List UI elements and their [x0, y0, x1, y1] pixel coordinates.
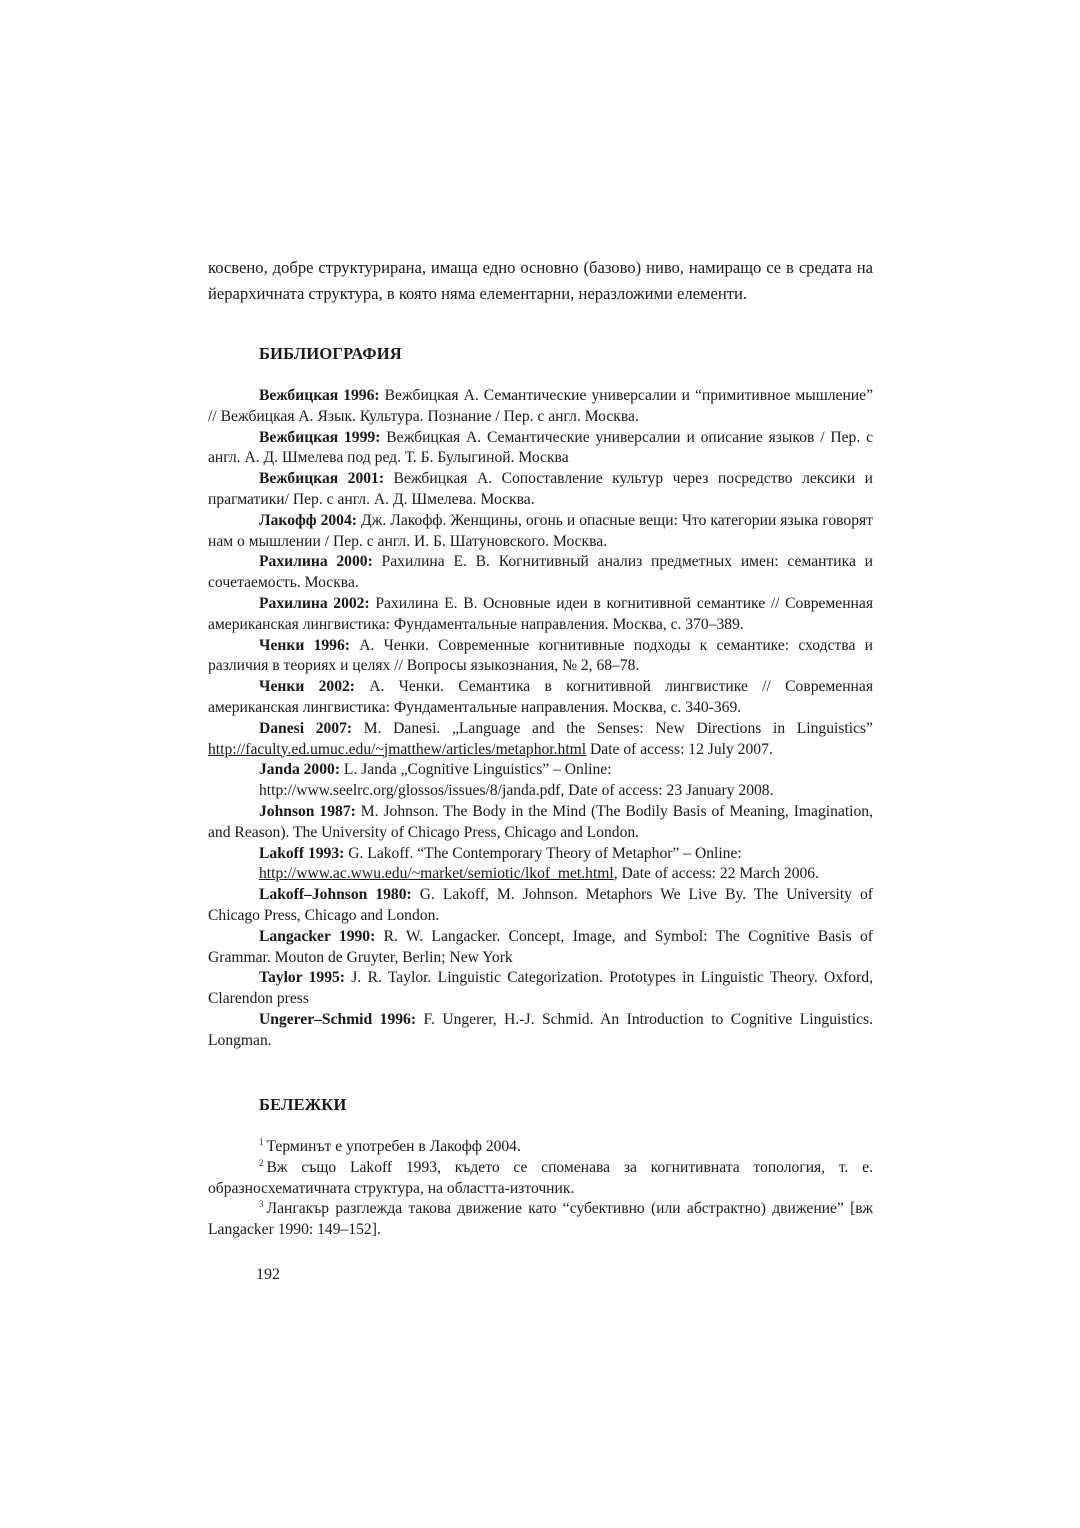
footnote-text: Терминът е употребен в Лакофф 2004.: [266, 1138, 521, 1155]
bib-key: Вежбицкая 2001:: [259, 470, 385, 488]
bib-key: Ченки 1996:: [259, 636, 350, 654]
footnote-number: 2: [259, 1157, 264, 1168]
bib-text: J. R. Taylor. Linguistic Categorization. Prototypes in Linguistic Theory. Oxford, Clarendon press: [208, 969, 873, 1008]
notes-list: [208, 1137, 873, 1241]
footnote-number: 3: [259, 1199, 264, 1210]
bib-text: L. Janda „Cognitive Linguistics” – Online:: [340, 761, 612, 779]
bibliography-heading: БИБЛИОГРАФИЯ: [259, 344, 402, 363]
bib-entry: [208, 511, 873, 553]
intro-paragraph: косвено, добре структурирана, имаща едно основно (базово) ниво, намиращо се в средата на йерархичната структура, в която няма елементарни, неразложими елементи.: [208, 258, 873, 303]
bib-text: G. Lakoff. “The Contemporary Theory of Metaphor” – Online:: [344, 844, 742, 862]
bib-key: Рахилина 2002:: [259, 594, 370, 612]
bib-key: Langacker 1990:: [259, 927, 376, 945]
bib-entry: [208, 428, 873, 470]
bib-key: Johnson 1987:: [259, 802, 356, 820]
bib-key: Вежбицкая 1999:: [259, 428, 381, 446]
bib-text: R. W. Langacker. Concept, Image, and Symbol: The Cognitive Basis of Grammar. Mouton de Gruyter, Berlin; New York: [208, 927, 874, 966]
bib-entry: [208, 469, 873, 511]
bib-key: Taylor 1995:: [259, 969, 346, 987]
bib-entry: [208, 1010, 873, 1052]
footnote: [208, 1137, 873, 1158]
bib-link[interactable]: http://www.ac.wwu.edu/~market/semiotic/lkof_met.html: [259, 865, 614, 883]
bibliography-list: [208, 386, 873, 1052]
bib-key: Лакофф 2004:: [259, 511, 357, 529]
page-number: 192: [256, 1266, 280, 1283]
bib-key: Janda 2000:: [259, 761, 341, 779]
bib-text: Вежбицкая А. Сопоставление культур через посредство лексики и прагматики/ Пер. с англ. А. Д. Шмелева. Москва.: [208, 470, 873, 508]
bib-text: А. Ченки. Современные когнитивные подходы к семантике: сходства и различия в теориях и целях // Вопросы языкознания, № 2, 68–78.: [208, 636, 873, 675]
footnote-text: Лангакър разглежда такова движение като “субективно (или абстрактно) движение” [вж Langacker 1990: 149–152].: [208, 1200, 873, 1239]
bib-entry: [208, 552, 873, 594]
bib-text: M. Danesi. „Language and the Senses: New Directions in Linguistics”: [352, 719, 873, 737]
bib-text-after: Date of access: 12 July 2007.: [586, 740, 773, 758]
bib-entry: [208, 386, 873, 428]
bib-key: Рахилина 2000:: [259, 553, 373, 571]
bib-text: Вежбицкая А. Семантические универсалии и “примитивное мышление” // Вежбицкая А. Язык. Культура. Познание / Пер. с англ. Москва.: [208, 387, 873, 425]
bib-key: Lakoff 1993:: [259, 844, 345, 862]
bib-entry: [208, 677, 873, 719]
footnote-text: Вж също Lakoff 1993, където се споменава за когнитивната топология, т. е. образносхематичната структура, на областта-източник.: [208, 1158, 873, 1197]
bib-entry: [208, 719, 873, 761]
bib-entry: [208, 760, 873, 802]
bib-url-line: http://www.seelrc.org/glossos/issues/8/janda.pdf, Date of access: 23 January 2008.: [259, 782, 774, 800]
bib-entry: [208, 594, 873, 636]
bib-text: G. Lakoff, M. Johnson. Metaphors We Live By. The University of Chicago Press, Chicago and London.: [208, 886, 873, 924]
bib-entry: [208, 927, 873, 969]
bib-key: Ченки 2002:: [259, 678, 355, 696]
bib-text: Дж. Лакофф. Женщины, огонь и опасные вещи: Что категории языка говорят нам о мышлении / Пер. с англ. И. Б. Шатуновского. Москва.: [208, 511, 873, 550]
footnote: [208, 1158, 873, 1200]
bib-text: А. Ченки. Семантика в когнитивной лингвистике // Современная американская лингвистика: Фундаментальные направления. Москва, с. 340-369.: [208, 678, 873, 716]
bib-text: Рахилина Е. В. Когнитивный анализ предметных имен: семантика и сочетаемость. Москва.: [208, 553, 873, 592]
bib-text: Рахилина Е. В. Основные идеи в когнитивной семантике // Современная американская лингвистика: Фундаментальные направления. Москва, с. 370–389.: [208, 594, 873, 633]
bib-key: Lakoff–Johnson 1980:: [259, 886, 412, 904]
bib-text: M. Johnson. The Body in the Mind (The Bodily Basis of Meaning, Imagination, and Reason). The University of Chicago Press, Chicago and London.: [208, 802, 873, 841]
bib-entry: [208, 844, 873, 886]
footnote-number: 1: [259, 1136, 264, 1147]
bib-entry: [208, 968, 873, 1010]
bib-text: Вежбицкая А. Семантические универсалии и описание языков / Пер. с англ. А. Д. Шмелева под ред. Т. Б. Булыгиной. Москва: [208, 428, 873, 467]
bib-key: Danesi 2007:: [259, 719, 353, 737]
bib-entry: [208, 885, 873, 927]
bib-entry: [208, 636, 873, 678]
bib-text: F. Ungerer, H.-J. Schmid. An Introduction to Cognitive Linguistics. Longman.: [208, 1010, 873, 1049]
bib-entry: [208, 802, 873, 844]
notes-heading: БЕЛЕЖКИ: [259, 1095, 347, 1114]
bib-key: Ungerer–Schmid 1996:: [259, 1010, 417, 1028]
footnote: [208, 1199, 873, 1241]
bib-link[interactable]: http://faculty.ed.umuc.edu/~jmatthew/articles/metaphor.html: [208, 740, 587, 758]
bib-key: Вежбицкая 1996:: [259, 387, 380, 404]
bib-text-after: , Date of access: 22 March 2006.: [613, 865, 819, 883]
bib-url-line: [208, 864, 873, 885]
